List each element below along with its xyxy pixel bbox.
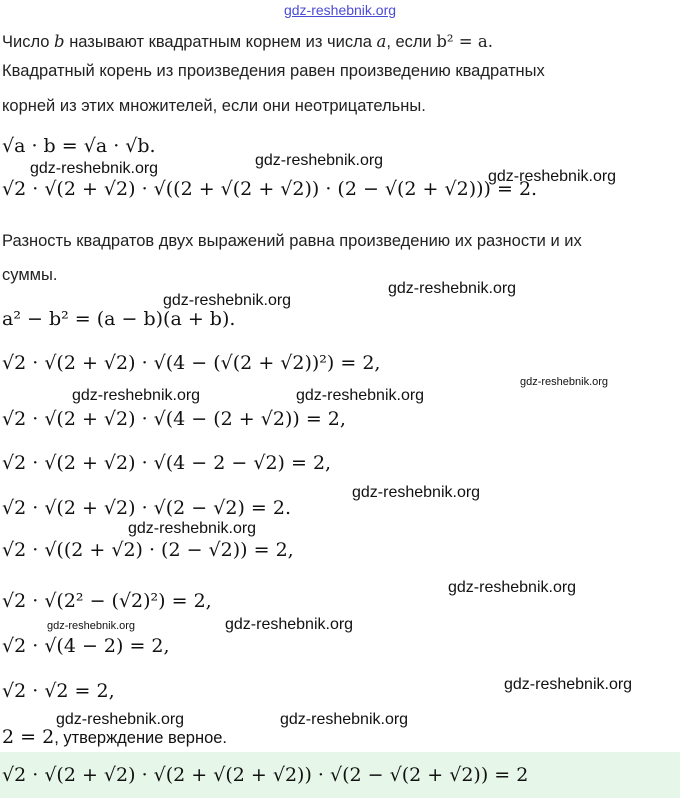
formula-step-5: √2 · √((2 + √2) · (2 − √2)) = 2, [2,539,294,561]
var-a: a [376,32,387,51]
var-b: b [54,32,65,51]
formula-step-3: √2 · √(2 + √2) · √(4 − 2 − √2) = 2, [2,452,332,474]
formula-main1: √2 · √(2 + √2) · √((2 + √(2 + √2)) · (2 − √(2 + √2))) = 2. [2,178,538,200]
watermark: gdz-reshebnik.org [352,484,481,501]
formula-rule2: a² − b² = (a − b)(a + b). [2,308,236,330]
watermark: gdz-reshebnik.org [388,280,517,297]
watermark: gdz-reshebnik.org [47,620,136,632]
para1-line2: Квадратный корень из произведения равен произведению квадратных [2,62,545,80]
watermark: gdz-reshebnik.org [296,387,425,404]
para2-line2: суммы. [2,266,58,284]
formula-step-7: √2 · √(4 − 2) = 2, [2,635,170,657]
watermark: gdz-reshebnik.org [30,160,159,177]
formula-step-1: √2 · √(2 + √2) · √(4 − (√(2 + √2))²) = 2, [2,352,381,374]
formula-step-4: √2 · √(2 + √2) · √(2 − √2) = 2. [2,497,291,519]
watermark: gdz-reshebnik.org [56,711,185,728]
watermark: gdz-reshebnik.org [448,579,577,596]
condition: b² = a. [436,32,493,51]
formula-rule1: √a · b = √a · √b. [2,135,156,157]
watermark: gdz-reshebnik.org [255,152,384,169]
watermark: gdz-reshebnik.org [72,387,201,404]
watermark: gdz-reshebnik.org [280,711,409,728]
formula-step-8: √2 · √2 = 2, [2,680,115,702]
watermark: gdz-reshebnik.org [488,168,617,185]
para1-line1: Число b называют квадратным корнем из числа a, если b² = a. [2,32,493,51]
formula-step-6: √2 · √(2² − (√2)²) = 2, [2,590,212,612]
watermark: gdz-reshebnik.org [504,676,633,693]
para1-line3: корней из этих множителей, если они неотрицательны. [2,97,426,115]
para2-line1: Разность квадратов двух выражений равна произведению их разности и их [2,232,582,250]
watermark: gdz-reshebnik.org [128,520,257,537]
watermark: gdz-reshebnik.org [520,376,609,388]
formula-final: √2 · √(2 + √2) · √(2 + √(2 + √2)) · √(2 − √(2 + √2)) = 2 [2,764,529,786]
formula-step-9: 2 = 2, утверждение верное. [2,726,228,748]
watermark: gdz-reshebnik.org [163,292,292,309]
site-header-link[interactable]: gdz-reshebnik.org [283,2,397,18]
watermark: gdz-reshebnik.org [225,616,354,633]
formula-step-2: √2 · √(2 + √2) · √(4 − (2 + √2)) = 2, [2,408,346,430]
